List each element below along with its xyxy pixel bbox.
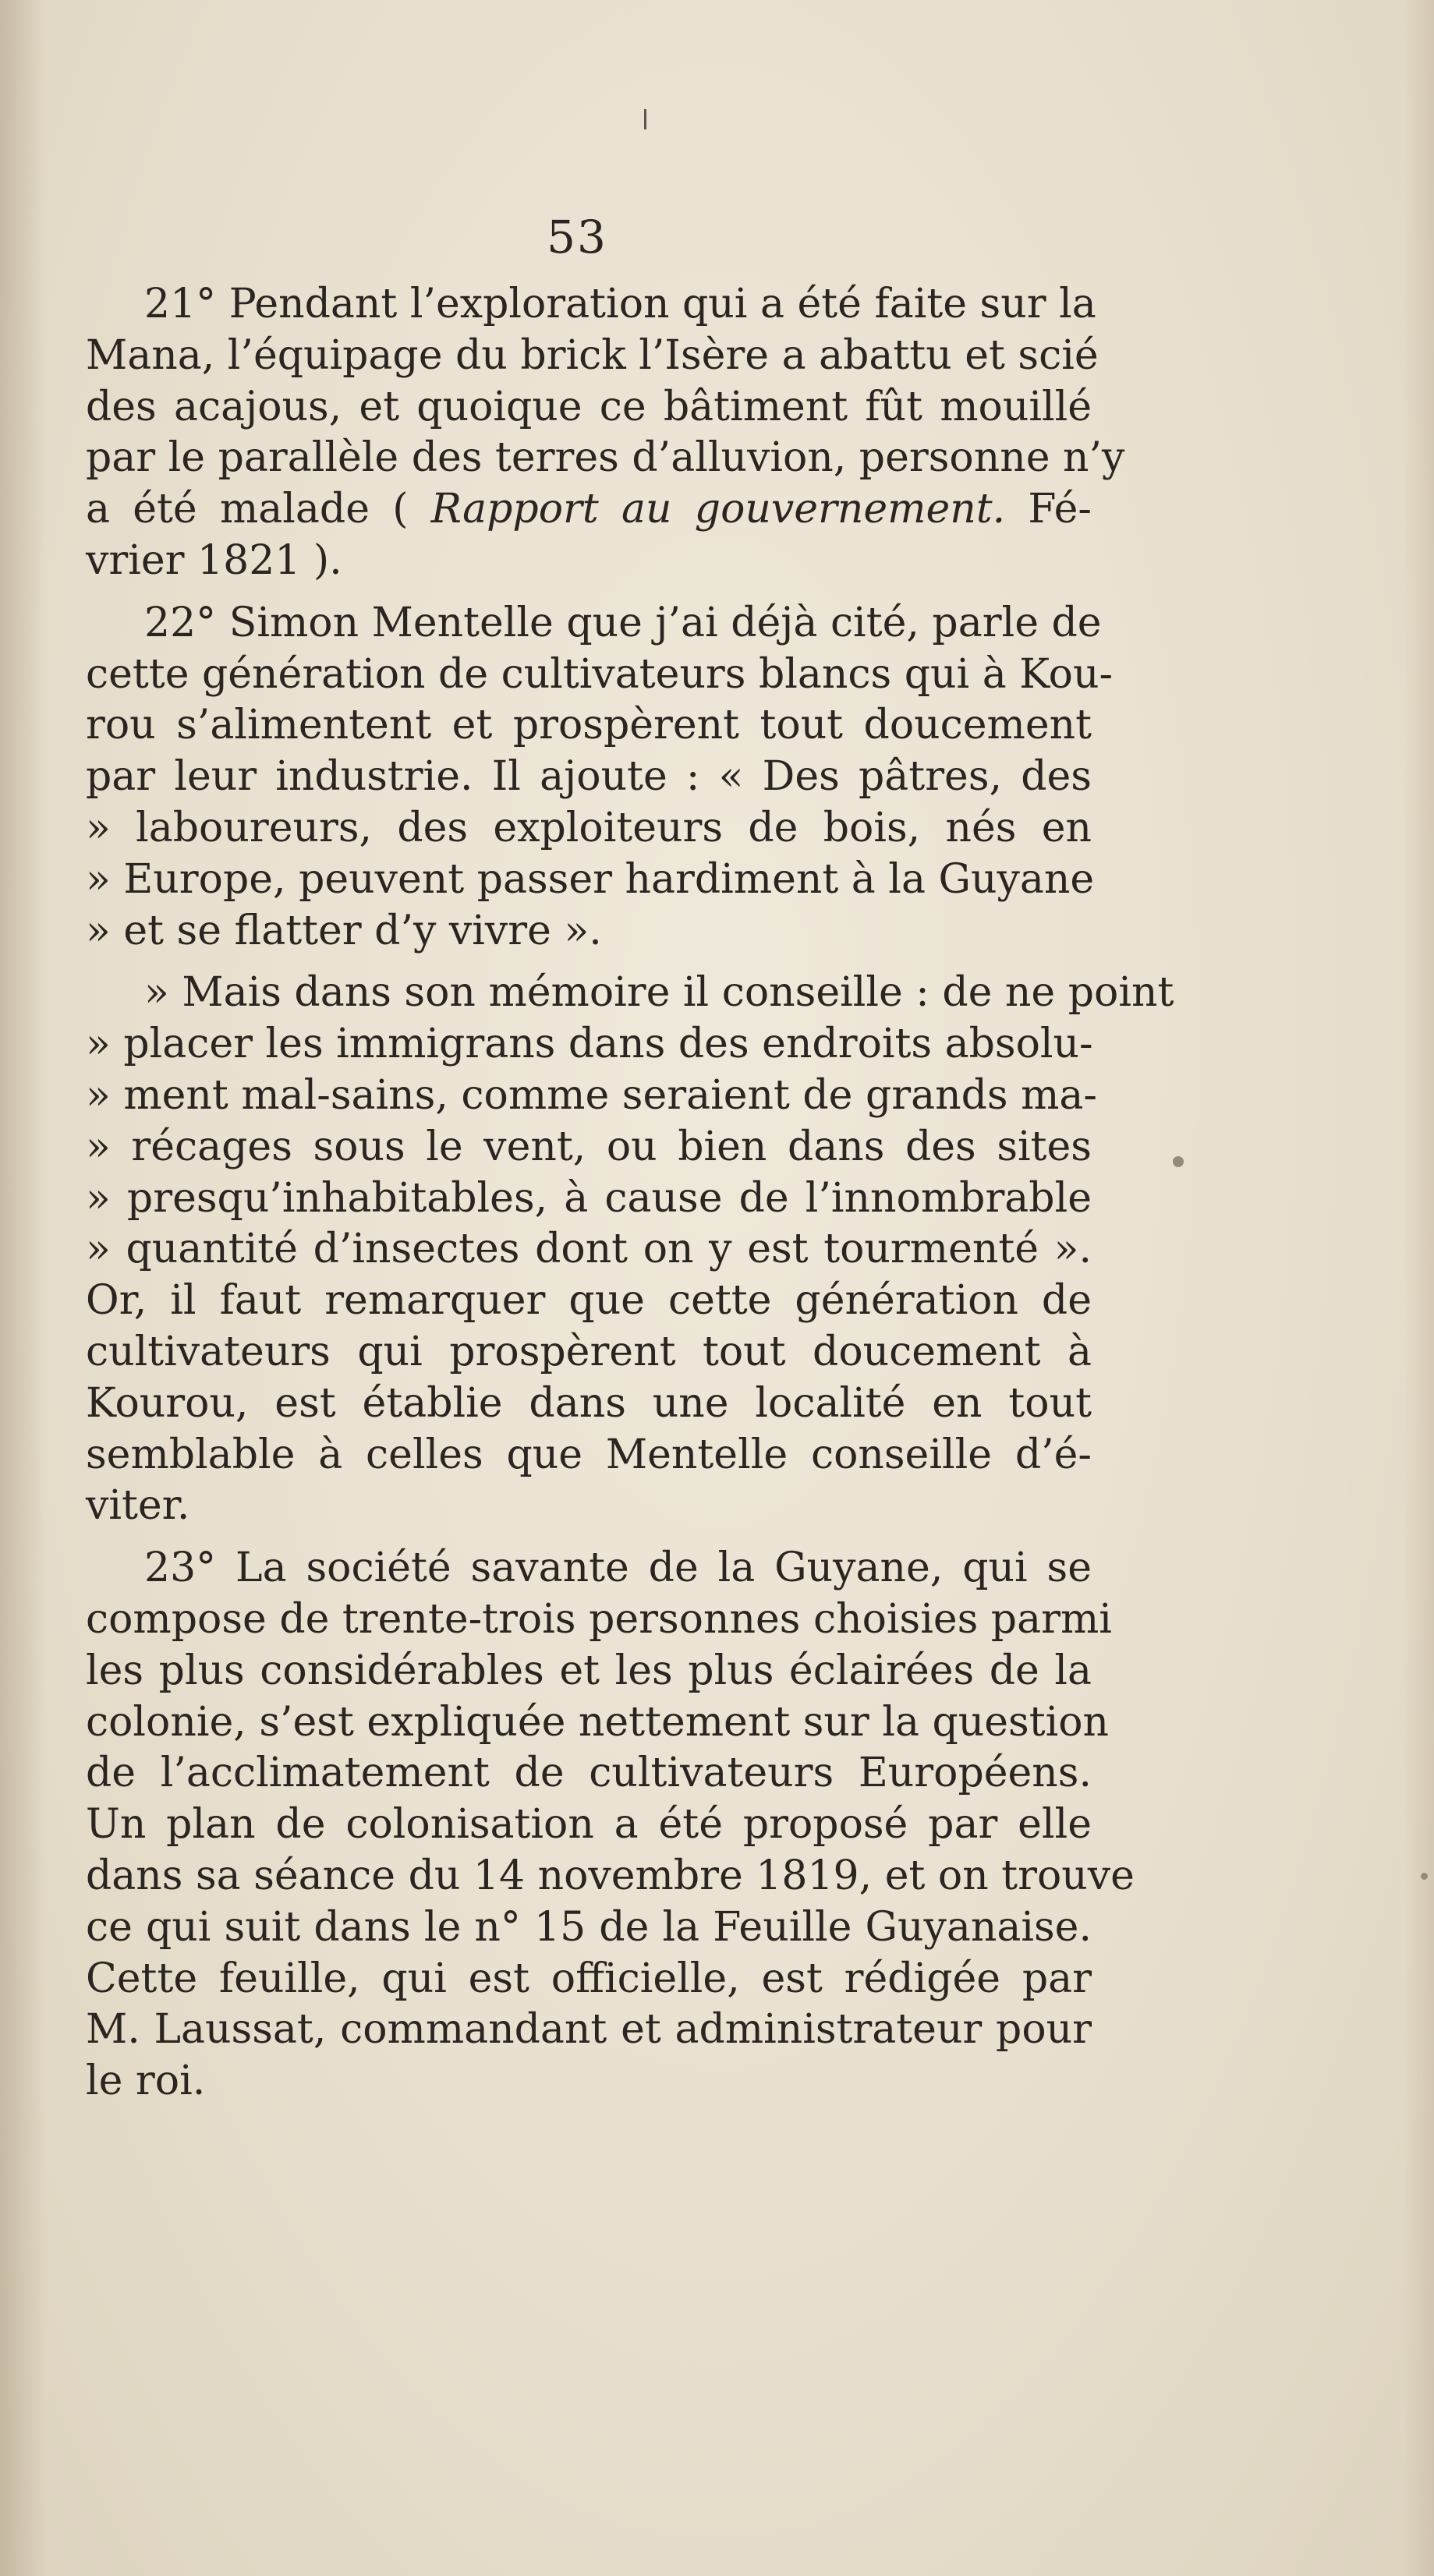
text-line: » presqu’inhabitables, à cause de l’innombrable: [86, 1174, 1092, 1222]
citation-title: Rapport au gouvernement.: [430, 486, 1006, 533]
text-line: Or, il faut remarquer que cette génération de: [86, 1277, 1092, 1325]
paper-speck: [1421, 1873, 1428, 1880]
text-line: Mana, l’équipage du brick l’Isère a abattu et scié: [86, 331, 1099, 379]
text-line: rou s’alimentent et prospèrent tout doucement: [86, 702, 1092, 749]
paragraph-gap: [86, 1532, 1092, 1543]
body-text: [86, 279, 1174, 2107]
page-number: 53: [547, 211, 607, 264]
text-line: 22° Simon Mentelle que j’ai déjà cité, parle de: [144, 599, 1102, 646]
text-line: » quantité d’insectes dont on y est tourmenté ».: [86, 1226, 1092, 1273]
text-line: cette génération de cultivateurs blancs qui à Kou-: [86, 650, 1114, 698]
text-line: » Europe, peuvent passer hardiment à la Guyane: [86, 855, 1095, 903]
text-line: les plus considérables et les plus éclairées de la: [86, 1647, 1092, 1694]
paragraph-gap: [86, 957, 1092, 968]
text-line: par le parallèle des terres d’alluvion, personne n’y: [86, 434, 1125, 482]
text-line: le roi.: [86, 2058, 206, 2105]
text-fragment: Fé-: [1005, 486, 1092, 533]
text-line: 21° Pendant l’exploration qui a été faite sur la: [144, 281, 1096, 327]
text-line-with-citation: [86, 484, 1092, 536]
text-line: M. Laussat, commandant et administrateur pour: [86, 2006, 1092, 2054]
margin-mark: [644, 109, 646, 129]
text-line: par leur industrie. Il ajoute : « Des pâtres, des: [86, 753, 1092, 801]
text-line: » placer les immigrans dans des endroits absolu-: [86, 1021, 1093, 1068]
text-line: semblable à celles que Mentelle conseille d’é-: [86, 1431, 1092, 1478]
text-line: de l’acclimatement de cultivateurs Européens.: [86, 1750, 1092, 1797]
text-line: Kourou, est établie dans une localité en tout: [86, 1379, 1092, 1427]
paper-speck: [1173, 1156, 1184, 1167]
text-line: cultivateurs qui prospèrent tout doucement à: [86, 1328, 1092, 1375]
text-line: vrier 1821 ).: [86, 536, 342, 584]
text-line: des acajous, et quoique ce bâtiment fût mouillé: [86, 383, 1092, 430]
text-line: 23° La société savante de la Guyane, qui se: [144, 1545, 1092, 1592]
text-line: dans sa séance du 14 novembre 1819, et on trouve: [86, 1852, 1135, 1899]
text-line: » et se flatter d’y vivre ».: [86, 907, 602, 954]
text-line: colonie, s’est expliquée nettement sur la question: [86, 1698, 1110, 1746]
text-line: » Mais dans son mémoire il conseille : de ne point: [144, 969, 1174, 1017]
text-line: » récages sous le vent, ou bien dans des sites: [86, 1123, 1092, 1170]
text-line: compose de trente-trois personnes choisies parmi: [86, 1595, 1112, 1643]
paragraph-gap: [86, 587, 1092, 598]
text-line: viter.: [86, 1482, 190, 1530]
text-line: ce qui suit dans le n° 15 de la Feuille Guyanaise.: [86, 1903, 1092, 1951]
text-line: Cette feuille, qui est officielle, est rédigée par: [86, 1955, 1092, 2002]
text-line: » laboureurs, des exploiteurs de bois, nés en: [86, 804, 1092, 851]
text-fragment: a été malade (: [86, 486, 431, 533]
text-line: Un plan de colonisation a été proposé par elle: [86, 1801, 1092, 1849]
text-line: » ment mal-sains, comme seraient de grands ma-: [86, 1071, 1098, 1119]
